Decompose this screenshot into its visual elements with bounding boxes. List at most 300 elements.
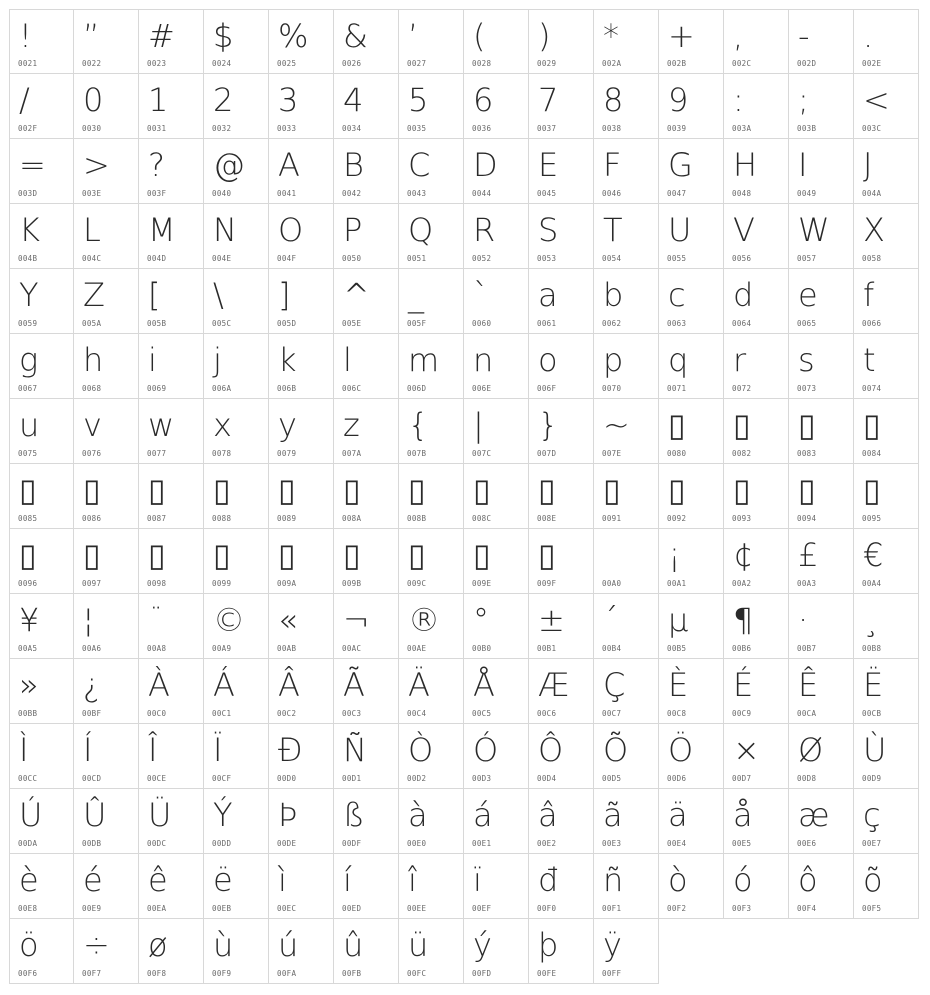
glyph-character: Z (83, 276, 105, 314)
glyph-codepoint: 009F (537, 579, 557, 588)
glyph-codepoint: 0071 (667, 384, 687, 393)
glyph-character: ” (83, 17, 100, 55)
glyph-cell (594, 919, 659, 984)
glyph-codepoint: 0080 (667, 449, 687, 458)
glyph-codepoint: 003F (147, 189, 167, 198)
glyph-character: ` (473, 276, 489, 314)
glyph-character: á (473, 796, 493, 834)
glyph-codepoint: 00D9 (862, 774, 882, 783)
glyph-cell (464, 269, 529, 334)
glyph-cell (529, 204, 594, 269)
glyph-character: Ñ (343, 731, 367, 769)
glyph-character: æ (798, 796, 830, 834)
glyph-codepoint: 00F7 (82, 969, 102, 978)
glyph-codepoint: 004F (277, 254, 297, 263)
glyph-codepoint: 0057 (797, 254, 817, 263)
glyph-character: Ó (473, 731, 499, 769)
glyph-codepoint: 00F4 (797, 904, 817, 913)
glyph-character: Ë (863, 666, 884, 704)
glyph-cell (399, 74, 464, 139)
glyph-cell (334, 74, 399, 139)
glyph-codepoint: 00D5 (602, 774, 622, 783)
glyph-character: ± (538, 601, 565, 639)
glyph-codepoint: 00C1 (212, 709, 232, 718)
glyph-codepoint: 00ED (342, 904, 362, 913)
glyph-codepoint: 00A4 (862, 579, 882, 588)
glyph-character: î (408, 861, 417, 899)
glyph-cell (269, 724, 334, 789)
glyph-character: Ý (213, 796, 233, 834)
glyph-codepoint: 0031 (147, 124, 167, 133)
glyph-cell (9, 724, 74, 789)
glyph-character: ù (213, 926, 234, 964)
glyph-character: í (343, 861, 352, 899)
glyph-codepoint: 0041 (277, 189, 297, 198)
glyph-cell (269, 269, 334, 334)
glyph-cell (334, 464, 399, 529)
glyph-character: u (19, 406, 40, 444)
glyph-cell (594, 269, 659, 334)
glyph-codepoint: 0086 (82, 514, 102, 523)
glyph-character: M (148, 211, 176, 249)
glyph-cell (854, 789, 919, 854)
glyph-codepoint: 0035 (407, 124, 427, 133)
glyph-character: O (278, 211, 304, 249)
glyph-character: 2 (213, 81, 234, 119)
glyph-codepoint: 00D2 (407, 774, 427, 783)
glyph-character: Á (213, 666, 235, 704)
glyph-codepoint: 00FB (342, 969, 362, 978)
glyph-character: Õ (603, 731, 629, 769)
glyph-cell (789, 854, 854, 919)
glyph-cell (334, 724, 399, 789)
glyph-character: I (798, 146, 808, 184)
glyph-cell (269, 854, 334, 919)
glyph-codepoint: 0078 (212, 449, 232, 458)
glyph-character: Ê (798, 666, 819, 704)
glyph-codepoint: 009E (472, 579, 492, 588)
glyph-cell (74, 334, 139, 399)
glyph-character: ▯ (83, 536, 101, 574)
glyph-codepoint: 0052 (472, 254, 492, 263)
glyph-character: ? (148, 146, 165, 184)
glyph-character: Ô (538, 731, 564, 769)
glyph-cell (529, 334, 594, 399)
glyph-cell (464, 204, 529, 269)
glyph-codepoint: 00D4 (537, 774, 557, 783)
glyph-codepoint: 00E0 (407, 839, 427, 848)
glyph-cell (399, 919, 464, 984)
glyph-character: S (538, 211, 559, 249)
glyph-character: è (19, 861, 39, 899)
glyph-codepoint: 0087 (147, 514, 167, 523)
glyph-codepoint: 0092 (667, 514, 687, 523)
glyph-cell (789, 139, 854, 204)
glyph-character: þ (538, 926, 559, 964)
glyph-cell (854, 269, 919, 334)
glyph-character: [ (148, 276, 161, 314)
glyph-codepoint: 008E (537, 514, 557, 523)
glyph-codepoint: 004B (18, 254, 38, 263)
glyph-character: ▯ (863, 471, 881, 509)
glyph-cell (594, 74, 659, 139)
glyph-character: m (408, 341, 440, 379)
glyph-character: t (863, 341, 876, 379)
glyph-codepoint: 007D (537, 449, 557, 458)
glyph-cell (594, 789, 659, 854)
glyph-codepoint: 00A6 (82, 644, 102, 653)
glyph-character: l (343, 341, 352, 379)
glyph-cell (74, 919, 139, 984)
glyph-codepoint: 00AE (407, 644, 427, 653)
glyph-cell (464, 529, 529, 594)
glyph-character: < (863, 81, 890, 119)
glyph-cell (529, 74, 594, 139)
glyph-codepoint: 004E (212, 254, 232, 263)
glyph-codepoint: 00E9 (82, 904, 102, 913)
glyph-character: i (148, 341, 157, 379)
glyph-cell (399, 139, 464, 204)
glyph-character: Ä (408, 666, 430, 704)
glyph-character: 6 (473, 81, 494, 119)
glyph-cell (464, 9, 529, 74)
glyph-cell (854, 724, 919, 789)
glyph-cell (724, 334, 789, 399)
glyph-cell (464, 74, 529, 139)
glyph-codepoint: 00EF (472, 904, 492, 913)
glyph-character: ] (278, 276, 291, 314)
glyph-cell (139, 399, 204, 464)
glyph-codepoint: 00F2 (667, 904, 687, 913)
glyph-codepoint: 00DB (82, 839, 102, 848)
glyph-codepoint: 0064 (732, 319, 752, 328)
glyph-cell (139, 334, 204, 399)
glyph-codepoint: 00EA (147, 904, 167, 913)
glyph-character: ▯ (213, 536, 231, 574)
glyph-cell (139, 854, 204, 919)
glyph-character: ▯ (733, 471, 751, 509)
glyph-codepoint: 00C0 (147, 709, 167, 718)
glyph-codepoint: 0074 (862, 384, 882, 393)
glyph-cell (724, 594, 789, 659)
glyph-cell (269, 919, 334, 984)
glyph-codepoint: 0075 (18, 449, 38, 458)
glyph-character: ▯ (863, 406, 881, 444)
glyph-codepoint: 00CE (147, 774, 167, 783)
glyph-codepoint: 00BF (82, 709, 102, 718)
glyph-cell (399, 464, 464, 529)
glyph-character: z (343, 406, 360, 444)
glyph-character: © (213, 601, 245, 639)
glyph-cell (854, 334, 919, 399)
glyph-character: > (83, 146, 110, 184)
glyph-cell (529, 139, 594, 204)
glyph-cell (854, 464, 919, 529)
glyph-character: € (863, 536, 884, 574)
glyph-cell (334, 204, 399, 269)
glyph-codepoint: 0069 (147, 384, 167, 393)
glyph-codepoint: 0082 (732, 449, 752, 458)
glyph-codepoint: 0070 (602, 384, 622, 393)
glyph-cell (204, 269, 269, 334)
glyph-codepoint: 00A3 (797, 579, 817, 588)
glyph-cell (529, 789, 594, 854)
glyph-codepoint: 00B5 (667, 644, 687, 653)
glyph-codepoint: 003E (82, 189, 102, 198)
glyph-cell (724, 204, 789, 269)
glyph-cell (334, 854, 399, 919)
glyph-cell (724, 269, 789, 334)
glyph-cell (724, 74, 789, 139)
glyph-cell (594, 9, 659, 74)
glyph-character: ( (473, 17, 486, 55)
glyph-cell (204, 74, 269, 139)
glyph-character: 3 (278, 81, 299, 119)
glyph-cell (9, 464, 74, 529)
glyph-cell (334, 139, 399, 204)
glyph-codepoint: 0025 (277, 59, 297, 68)
glyph-cell (74, 659, 139, 724)
glyph-character: v (83, 406, 102, 444)
glyph-cell (204, 659, 269, 724)
glyph-cell (789, 529, 854, 594)
glyph-character: | (473, 406, 484, 444)
glyph-cell (334, 659, 399, 724)
glyph-cell (789, 464, 854, 529)
glyph-character: ▯ (19, 536, 37, 574)
glyph-cell (789, 594, 854, 659)
glyph-character: ▯ (603, 471, 621, 509)
glyph-codepoint: 0030 (82, 124, 102, 133)
glyph-codepoint: 0046 (602, 189, 622, 198)
glyph-cell (334, 334, 399, 399)
glyph-codepoint: 00EB (212, 904, 232, 913)
glyph-cell (269, 464, 334, 529)
glyph-cell (789, 399, 854, 464)
glyph-codepoint: 0058 (862, 254, 882, 263)
glyph-codepoint: 009A (277, 579, 297, 588)
glyph-cell (464, 334, 529, 399)
glyph-codepoint: 00E2 (537, 839, 557, 848)
glyph-character: Ã (343, 666, 365, 704)
glyph-codepoint: 0021 (18, 59, 38, 68)
glyph-cell (724, 724, 789, 789)
glyph-codepoint: 006F (537, 384, 557, 393)
glyph-codepoint: 0034 (342, 124, 362, 133)
glyph-cell (74, 74, 139, 139)
glyph-codepoint: 00E1 (472, 839, 492, 848)
glyph-character: ▯ (473, 536, 491, 574)
glyph-character: ÿ (603, 926, 622, 964)
glyph-cell (74, 594, 139, 659)
glyph-codepoint: 00CF (212, 774, 232, 783)
glyph-codepoint: 00F3 (732, 904, 752, 913)
glyph-character: P (343, 211, 363, 249)
glyph-cell (9, 139, 74, 204)
glyph-character: y (278, 406, 297, 444)
glyph-cell (529, 269, 594, 334)
glyph-character: # (148, 17, 175, 55)
glyph-codepoint: 0095 (862, 514, 882, 523)
glyph-cell (204, 204, 269, 269)
glyph-codepoint: 0048 (732, 189, 752, 198)
glyph-codepoint: 0089 (277, 514, 297, 523)
glyph-codepoint: 00C8 (667, 709, 687, 718)
glyph-cell (9, 334, 74, 399)
glyph-character: & (343, 17, 368, 55)
glyph-character: ¸ (863, 601, 879, 639)
glyph-character: È (668, 666, 689, 704)
glyph-cell (789, 9, 854, 74)
glyph-cell (334, 919, 399, 984)
glyph-codepoint: 0051 (407, 254, 427, 263)
glyph-codepoint: 007C (472, 449, 492, 458)
glyph-cell (464, 919, 529, 984)
glyph-codepoint: 009B (342, 579, 362, 588)
glyph-cell (204, 9, 269, 74)
glyph-cell (594, 464, 659, 529)
glyph-cell (139, 919, 204, 984)
glyph-character: é (83, 861, 103, 899)
glyph-cell (724, 139, 789, 204)
glyph-character: J (863, 146, 873, 184)
glyph-codepoint: 00B0 (472, 644, 492, 653)
glyph-cell (724, 464, 789, 529)
glyph-character: g (19, 341, 39, 379)
glyph-character: Ð (278, 731, 303, 769)
glyph-cell (854, 139, 919, 204)
glyph-character: ó (733, 861, 753, 899)
glyph-character: w (148, 406, 175, 444)
glyph-character: Ö (668, 731, 694, 769)
glyph-character: å (733, 796, 753, 834)
glyph-character: { (408, 406, 429, 444)
glyph-character: Æ (538, 666, 570, 704)
glyph-cell (74, 399, 139, 464)
glyph-codepoint: 00DA (18, 839, 38, 848)
glyph-character: , (733, 17, 744, 55)
glyph-character: Ù (863, 731, 887, 769)
glyph-character: ¥ (19, 601, 40, 639)
glyph-codepoint: 0038 (602, 124, 622, 133)
glyph-character: ▯ (213, 471, 231, 509)
glyph-character: ° (473, 601, 489, 639)
glyph-cell (399, 659, 464, 724)
glyph-character: Ï (213, 731, 223, 769)
glyph-codepoint: 00E7 (862, 839, 882, 848)
glyph-character: ¡ (668, 536, 681, 574)
glyph-cell (659, 854, 724, 919)
glyph-cell (594, 139, 659, 204)
glyph-character: ~ (603, 406, 630, 444)
glyph-codepoint: 002F (18, 124, 38, 133)
glyph-cell (399, 529, 464, 594)
glyph-codepoint: 0042 (342, 189, 362, 198)
glyph-codepoint: 0073 (797, 384, 817, 393)
glyph-codepoint: 0023 (147, 59, 167, 68)
glyph-character: p (603, 341, 624, 379)
glyph-cell (854, 594, 919, 659)
glyph-cell (724, 399, 789, 464)
glyph-codepoint: 007B (407, 449, 427, 458)
glyph-cell (74, 724, 139, 789)
glyph-codepoint: 00D0 (277, 774, 297, 783)
glyph-codepoint: 00F1 (602, 904, 622, 913)
glyph-cell (269, 204, 334, 269)
glyph-cell (724, 529, 789, 594)
glyph-character: ø (148, 926, 168, 964)
glyph-character: c (668, 276, 686, 314)
glyph-cell (594, 594, 659, 659)
glyph-codepoint: 0044 (472, 189, 492, 198)
glyph-character: } (538, 406, 559, 444)
glyph-cell (204, 724, 269, 789)
glyph-codepoint: 004A (862, 189, 882, 198)
glyph-character: Ò (408, 731, 434, 769)
glyph-codepoint: 0039 (667, 124, 687, 133)
glyph-codepoint: 0061 (537, 319, 557, 328)
glyph-codepoint: 002C (732, 59, 752, 68)
glyph-character: õ (863, 861, 883, 899)
glyph-cell (594, 334, 659, 399)
glyph-cell (789, 204, 854, 269)
glyph-codepoint: 005D (277, 319, 297, 328)
glyph-character: ▯ (668, 471, 686, 509)
glyph-character: × (733, 731, 760, 769)
glyph-cell (399, 334, 464, 399)
glyph-cell (9, 789, 74, 854)
glyph-cell (659, 334, 724, 399)
glyph-codepoint: 0037 (537, 124, 557, 133)
glyph-codepoint: 00F5 (862, 904, 882, 913)
glyph-grid (9, 9, 919, 984)
glyph-cell (854, 529, 919, 594)
glyph-character: ü (408, 926, 429, 964)
glyph-codepoint: 00D1 (342, 774, 362, 783)
glyph-cell (139, 269, 204, 334)
glyph-codepoint: 0063 (667, 319, 687, 328)
glyph-character: ¨ (148, 601, 164, 639)
glyph-codepoint: 003D (18, 189, 38, 198)
glyph-cell (139, 789, 204, 854)
glyph-cell (139, 139, 204, 204)
glyph-cell (529, 464, 594, 529)
glyph-cell (9, 269, 74, 334)
glyph-codepoint: 0055 (667, 254, 687, 263)
glyph-codepoint: 00E3 (602, 839, 622, 848)
glyph-character: 4 (343, 81, 364, 119)
glyph-cell (74, 9, 139, 74)
glyph-cell (659, 204, 724, 269)
glyph-character: ; (798, 81, 809, 119)
glyph-cell (529, 854, 594, 919)
glyph-codepoint: 0029 (537, 59, 557, 68)
glyph-cell (139, 9, 204, 74)
glyph-codepoint: 00E4 (667, 839, 687, 848)
glyph-cell (789, 724, 854, 789)
glyph-codepoint: 00CA (797, 709, 817, 718)
glyph-character: ò (668, 861, 688, 899)
glyph-codepoint: 0099 (212, 579, 232, 588)
glyph-character: 8 (603, 81, 624, 119)
glyph-character: R (473, 211, 496, 249)
glyph-cell (9, 399, 74, 464)
glyph-character: ▯ (19, 471, 37, 509)
glyph-cell (399, 9, 464, 74)
glyph-cell (74, 269, 139, 334)
glyph-cell (594, 529, 659, 594)
glyph-character: Â (278, 666, 300, 704)
